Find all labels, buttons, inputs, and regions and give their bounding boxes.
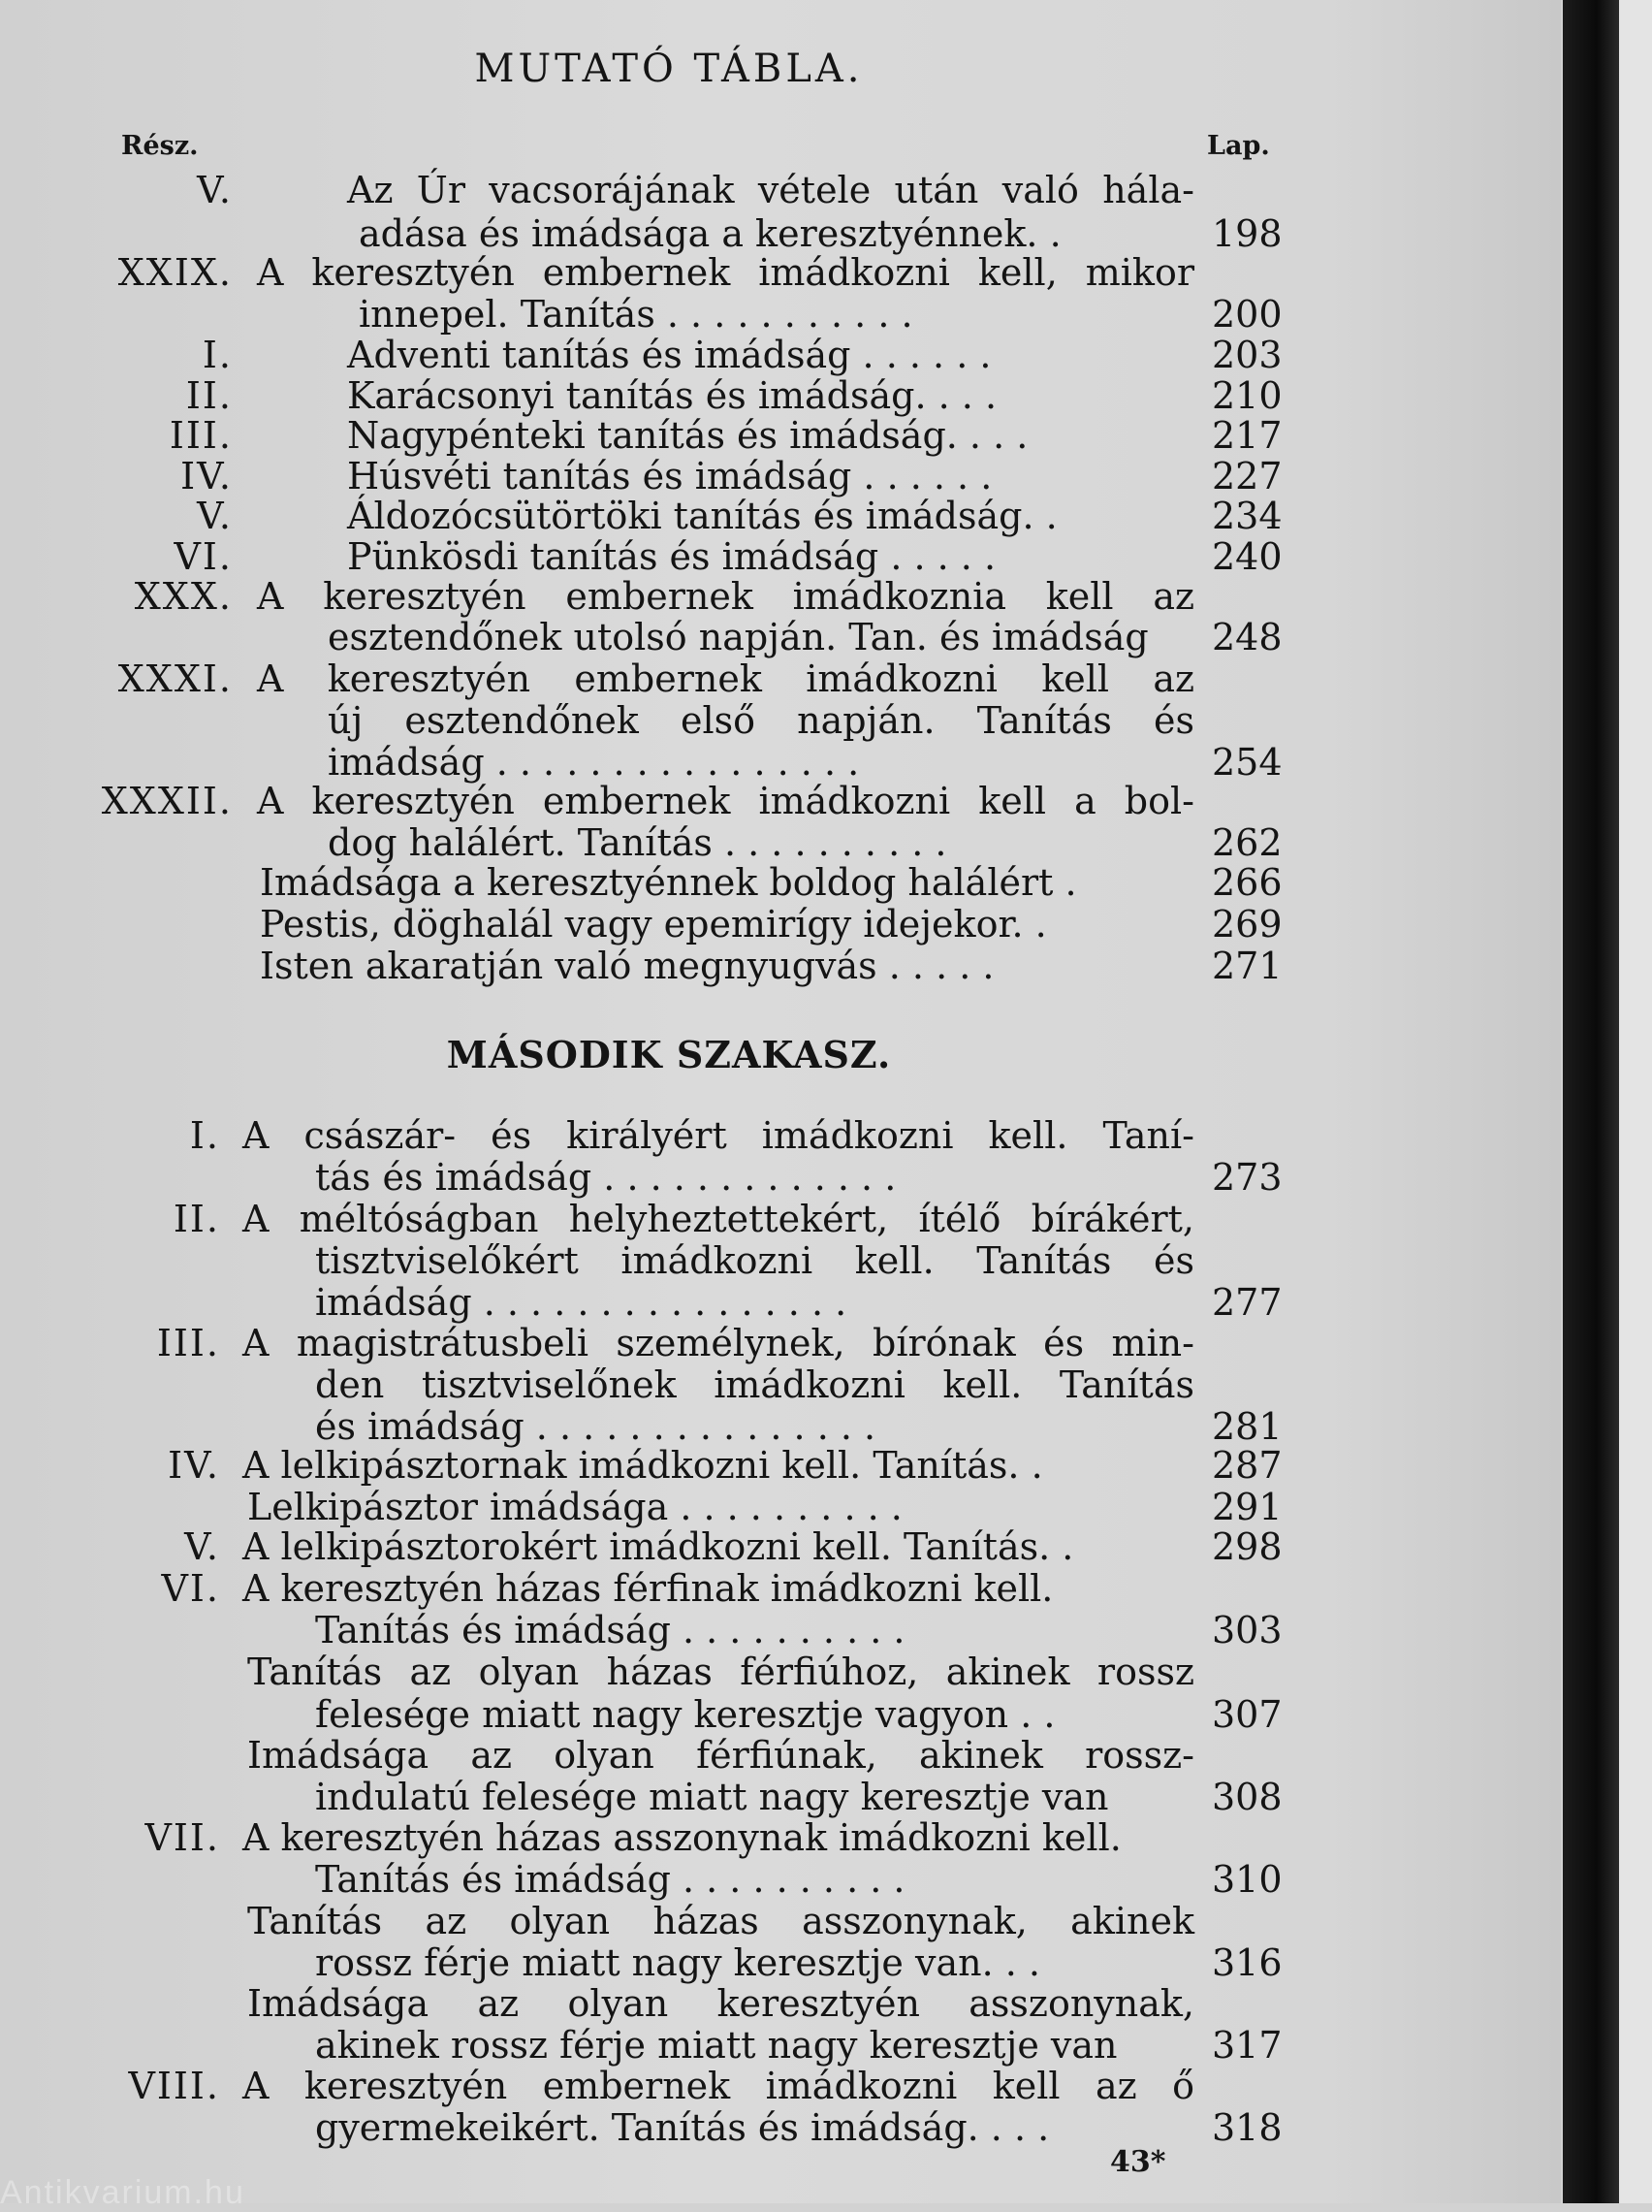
entry-text: A lelkipásztornak imádkozni kell. Tanítás. . — [242, 1444, 1043, 1487]
page-number: 281 — [1212, 1405, 1283, 1448]
toc-entry — [0, 1115, 1280, 1156]
page-number: 303 — [1212, 1609, 1283, 1651]
toc-entry — [0, 658, 1280, 699]
page-number: 240 — [1212, 535, 1283, 578]
part-number: VIII. — [128, 2065, 220, 2107]
part-number: XXIX. — [117, 251, 233, 294]
page-number: 271 — [1212, 945, 1283, 987]
entry-text: esztendőnek utolsó napján. Tan. és imádság — [328, 616, 1149, 658]
toc-entry — [0, 252, 1280, 293]
entry-text: Isten akaratján való megnyugvás . . . . . — [260, 945, 995, 987]
entry-text: Imádsága a keresztyénnek boldog halálért . — [260, 861, 1077, 904]
entry-text: Imádsága az olyan keresztyén asszonynak, — [247, 1982, 1194, 2025]
entry-text: Karácsonyi tanítás és imádság. . . . — [347, 374, 998, 417]
toc-entry — [0, 821, 1283, 864]
entry-text: A keresztyén embernek imádkozni kell a bol- — [257, 780, 1194, 822]
entry-text: tás és imádság . . . . . . . . . . . . . — [315, 1156, 897, 1199]
toc-entry — [0, 1405, 1283, 1448]
part-number: XXX. — [134, 575, 233, 618]
toc-entry — [0, 1240, 1280, 1281]
toc-entry — [0, 1364, 1280, 1405]
page-number: 316 — [1212, 1941, 1283, 1984]
page-number: 234 — [1212, 495, 1283, 537]
entry-text: Tanítás az olyan házas asszonynak, akinek — [247, 1900, 1194, 1942]
entry-text: A keresztyén házas asszonynak imádkozni kell. — [242, 1816, 1122, 1859]
page-number: 307 — [1212, 1693, 1283, 1736]
page-number: 266 — [1212, 861, 1283, 904]
part-number: V. — [184, 1525, 220, 1568]
toc-entry — [0, 455, 1283, 497]
entry-text: A keresztyén embernek imádkozni kell az ő — [242, 2065, 1194, 2107]
toc-entry — [0, 495, 1283, 537]
entry-text: A keresztyén embernek imádkoznia kell az — [257, 575, 1194, 618]
page-number: 217 — [1212, 414, 1283, 457]
toc-entry — [0, 212, 1283, 255]
toc-entry — [0, 1525, 1283, 1568]
toc-entry — [0, 1693, 1283, 1736]
part-number: II. — [173, 1198, 220, 1240]
toc-entry — [0, 1941, 1283, 1984]
entry-text: új esztendőnek első napján. Tanítás és — [328, 699, 1194, 742]
toc-entry — [0, 616, 1283, 658]
entry-text: Pestis, döghalál vagy epemirígy idejekor. . — [260, 903, 1047, 946]
entry-text: dog halálért. Tanítás . . . . . . . . . . — [328, 821, 947, 864]
entry-text: Adventi tanítás és imádság . . . . . . — [347, 334, 992, 376]
entry-text: Áldozócsütörtöki tanítás és imádság. . — [347, 495, 1058, 537]
toc-entry — [0, 414, 1283, 457]
page-number: 287 — [1212, 1444, 1283, 1487]
entry-text: A magistrátusbeli személynek, bírónak és min- — [242, 1322, 1194, 1364]
toc-entry — [0, 1983, 1280, 2024]
entry-text: gyermekeikért. Tanítás és imádság. . . . — [315, 2106, 1050, 2149]
toc-entry — [0, 1199, 1280, 1239]
entry-text: imádság . . . . . . . . . . . . . . . . — [328, 741, 860, 784]
toc-entry — [0, 1486, 1283, 1528]
facing-page-edge — [1619, 0, 1652, 2203]
part-number: III. — [169, 414, 233, 457]
page-number: 291 — [1212, 1486, 1283, 1528]
entry-text: Pünkösdi tanítás és imádság . . . . . — [347, 535, 997, 578]
toc-entry — [0, 2066, 1280, 2106]
toc-entry — [0, 374, 1283, 417]
page-number: 254 — [1212, 741, 1283, 784]
part-number: XXXII. — [101, 780, 233, 822]
entry-text: rossz férje miatt nagy keresztje van. . . — [315, 1941, 1040, 1984]
book-spine — [1563, 0, 1619, 2203]
entry-text: Tanítás és imádság . . . . . . . . . . — [315, 1858, 905, 1901]
page-number: 210 — [1212, 374, 1283, 417]
entry-text: den tisztviselőnek imádkozni kell. Tanítás — [315, 1363, 1194, 1406]
entry-text: Lelkipásztor imádsága . . . . . . . . . . — [247, 1486, 903, 1528]
entry-text: imádság . . . . . . . . . . . . . . . . — [315, 1281, 847, 1324]
page-number: 308 — [1212, 1776, 1283, 1818]
entry-text: indulatú felesége miatt nagy keresztje van — [315, 1776, 1109, 1818]
entry-text: A méltóságban helyheztettekért, ítélő bírákért, — [242, 1198, 1194, 1240]
entry-text: A császár- és királyért imádkozni kell. Taní- — [242, 1114, 1194, 1157]
page-number: 269 — [1212, 903, 1283, 946]
toc-entry — [0, 1776, 1283, 1818]
page-number: 198 — [1212, 212, 1283, 255]
toc-entry — [0, 334, 1283, 376]
entry-text: Húsvéti tanítás és imádság . . . . . . — [347, 455, 993, 497]
page-number: 318 — [1212, 2106, 1283, 2149]
page-number: 273 — [1212, 1156, 1283, 1199]
entry-text: akinek rossz férje miatt nagy keresztje van — [315, 2024, 1118, 2067]
entry-text: Nagypénteki tanítás és imádság. . . . — [347, 414, 1029, 457]
page-number: 310 — [1212, 1858, 1283, 1901]
entry-text: innepel. Tanítás . . . . . . . . . . . — [359, 293, 913, 336]
toc-entry — [0, 1323, 1280, 1363]
page-number: 317 — [1212, 2024, 1283, 2067]
page-column-label: Lap. — [1207, 131, 1270, 161]
part-number: VI. — [161, 1567, 220, 1610]
part-number: VI. — [174, 535, 233, 578]
toc-entry — [0, 781, 1280, 821]
toc-entry — [0, 2024, 1283, 2067]
toc-entry — [0, 1735, 1280, 1776]
toc-entry — [0, 293, 1283, 336]
toc-entry — [0, 1651, 1280, 1692]
page-number: 248 — [1212, 616, 1283, 658]
page-number: 200 — [1212, 293, 1283, 336]
toc-entry — [0, 861, 1283, 904]
entry-text: A keresztyén házas férfinak imádkozni kell. — [242, 1567, 1054, 1610]
part-number: V. — [197, 169, 233, 211]
toc-entry — [0, 2106, 1283, 2149]
entry-text: A keresztyén embernek imádkozni kell az — [257, 657, 1194, 700]
part-number: VII. — [144, 1816, 220, 1859]
toc-entry — [0, 1156, 1283, 1199]
toc-entry — [0, 576, 1280, 617]
toc-entry — [0, 535, 1283, 578]
watermark: Antikvarium.hu — [0, 2174, 245, 2211]
toc-entry — [0, 700, 1280, 741]
entry-text: és imádság . . . . . . . . . . . . . . . — [315, 1405, 876, 1448]
part-number: IV. — [180, 455, 233, 497]
part-number: III. — [156, 1322, 220, 1364]
page-number: 262 — [1212, 821, 1283, 864]
entry-text: adása és imádsága a keresztyénnek. . — [359, 212, 1062, 255]
part-number: I. — [202, 334, 233, 376]
toc-entry — [0, 903, 1283, 946]
entry-text: felesége miatt nagy keresztje vagyon . . — [315, 1693, 1056, 1736]
toc-entry — [0, 1817, 1280, 1858]
page-number: 227 — [1212, 455, 1283, 497]
entry-text: A keresztyén embernek imádkozni kell, mikor — [257, 251, 1194, 294]
part-number: IV. — [168, 1444, 220, 1487]
entry-text: A lelkipásztorokért imádkozni kell. Tanítás. . — [242, 1525, 1074, 1568]
toc-entry — [0, 1609, 1283, 1651]
entry-text: Tanítás és imádság . . . . . . . . . . — [315, 1609, 905, 1651]
entry-text: Imádsága az olyan férfiúnak, akinek rossz- — [247, 1734, 1194, 1777]
page-number: 203 — [1212, 334, 1283, 376]
entry-text: Tanítás az olyan házas férfiúhoz, akinek rossz — [247, 1651, 1194, 1693]
toc-entry — [0, 1901, 1280, 1941]
page-number: 298 — [1212, 1525, 1283, 1568]
signature-mark: 43* — [1110, 2145, 1166, 2179]
toc-entry — [0, 1858, 1283, 1901]
toc-entry — [0, 1281, 1283, 1324]
toc-entry — [0, 945, 1283, 987]
part-number: I. — [189, 1114, 220, 1157]
toc-entry — [0, 170, 1280, 210]
page-number: 277 — [1212, 1281, 1283, 1324]
toc-entry — [0, 1444, 1283, 1487]
entry-text: Az Úr vacsorájának vétele után való hála- — [347, 169, 1194, 211]
part-column-label: Rész. — [121, 131, 199, 161]
page-title: MUTATÓ TÁBLA. — [474, 47, 864, 91]
toc-entry — [0, 1568, 1280, 1609]
section-title: MÁSODIK SZAKASZ. — [446, 1033, 892, 1076]
toc-entry — [0, 741, 1283, 784]
part-number: II. — [185, 374, 233, 417]
part-number: XXXI. — [117, 657, 233, 700]
entry-text: tisztviselőkért imádkozni kell. Tanítás és — [315, 1239, 1194, 1282]
part-number: V. — [197, 495, 233, 537]
